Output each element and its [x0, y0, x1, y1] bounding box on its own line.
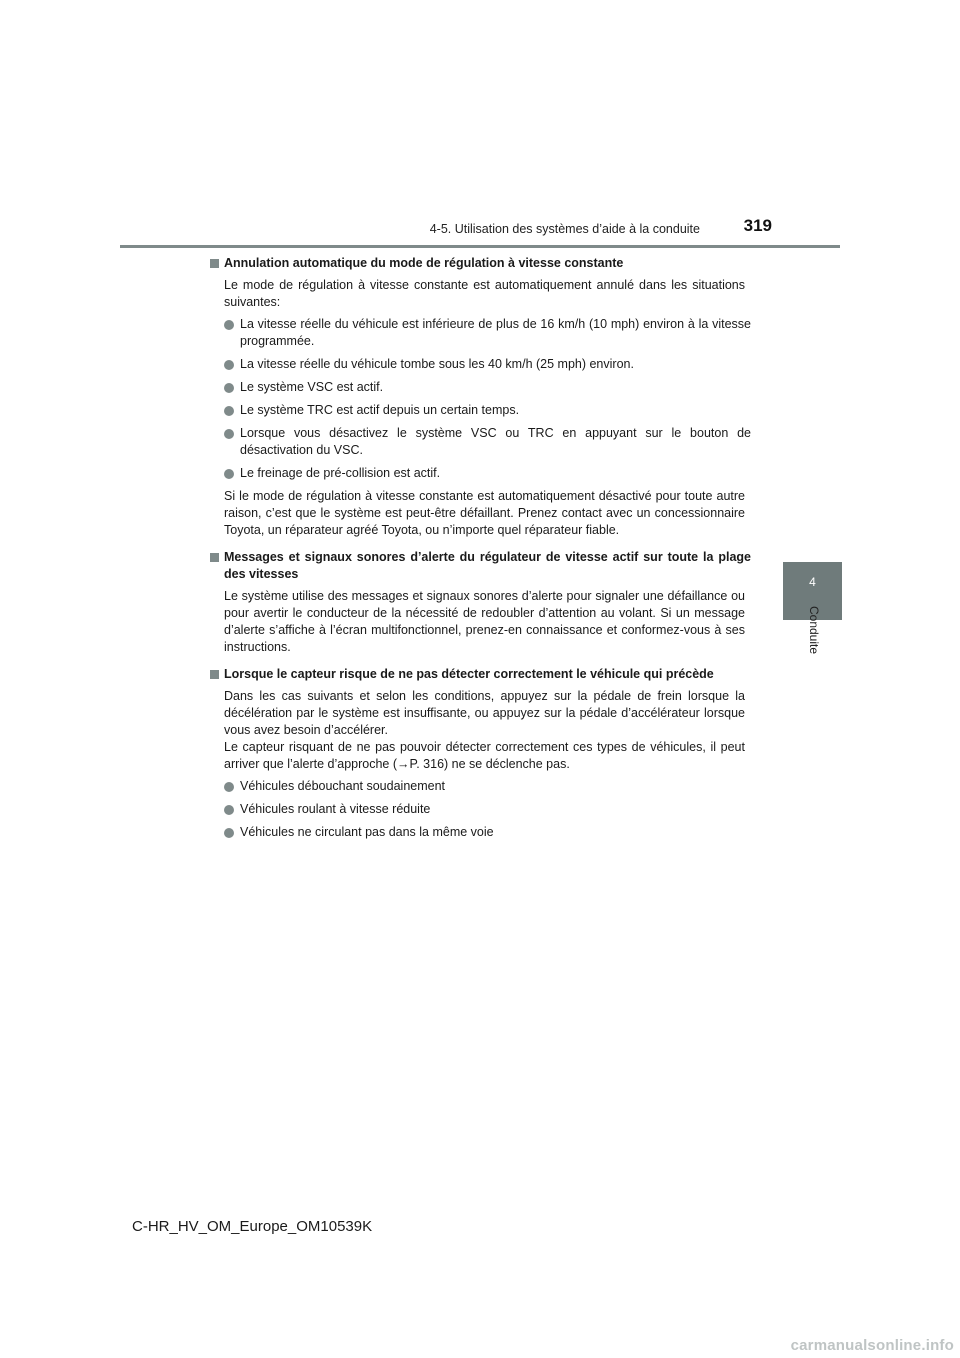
- chapter-label: Conduite: [806, 605, 821, 655]
- page-header: [120, 214, 840, 248]
- bullet-item: [210, 316, 751, 350]
- bullet-text: Véhicules ne circulant pas dans la même voie: [240, 825, 494, 839]
- bullet-item: [210, 465, 751, 482]
- circle-bullet-icon: [224, 320, 234, 330]
- chapter-tab-label-area: [783, 605, 842, 720]
- section-heading: [210, 255, 751, 272]
- footer-doc-id: C-HR_HV_OM_Europe_OM10539K: [132, 1218, 373, 1235]
- circle-bullet-icon: [224, 429, 234, 439]
- bullet-text: Le système TRC est actif depuis un certain temps.: [240, 403, 520, 417]
- square-bullet-icon: [210, 259, 219, 268]
- bullet-text: Véhicules roulant à vitesse réduite: [240, 802, 431, 816]
- page-number: 319: [743, 216, 772, 235]
- paragraph: [210, 688, 751, 773]
- heading-text: Messages et signaux sonores d’alerte du régulateur de vitesse actif sur toute la plage des vitesses: [224, 550, 751, 581]
- section-heading: [210, 666, 751, 683]
- page-content: [210, 255, 751, 847]
- bullet-text: La vitesse réelle du véhicule tombe sous les 40 km/h (25 mph) environ.: [240, 357, 634, 371]
- para-text: Le système utilise des messages et signaux sonores d’alerte pour signaler une défaillance ou pour avertir le conducteur de la nécessité de redoubler d’attention au volant. Si un message d’alerte s’affiche à l’écran multifonctionnel, prenez-en connaissance et conformez-vous à ses instructions.: [224, 589, 745, 654]
- circle-bullet-icon: [224, 782, 234, 792]
- square-bullet-icon: [210, 553, 219, 562]
- bullet-item: [210, 778, 751, 795]
- paragraph: [210, 277, 751, 311]
- circle-bullet-icon: [224, 805, 234, 815]
- circle-bullet-icon: [224, 383, 234, 393]
- para-text: Si le mode de régulation à vitesse constante est automatiquement désactivé pour toute autre raison, c’est que le système est peut-être défaillant. Prenez contact avec un concessionnaire Toyota, un réparateur agréé Toyota, ou n’importe quel réparateur fiable.: [224, 489, 745, 537]
- paragraph: [210, 588, 751, 656]
- circle-bullet-icon: [224, 406, 234, 416]
- watermark: carmanualsonline.info: [790, 1337, 954, 1354]
- bullet-text: Lorsque vous désactivez le système VSC ou TRC en appuyant sur le bouton de désactivation du VSC.: [240, 426, 751, 457]
- square-bullet-icon: [210, 670, 219, 679]
- bullet-text: Véhicules débouchant soudainement: [240, 779, 446, 793]
- bullet-text: La vitesse réelle du véhicule est inférieure de plus de 16 km/h (10 mph) environ à la vitesse programmée.: [240, 317, 751, 348]
- header-rule: [120, 245, 840, 248]
- circle-bullet-icon: [224, 360, 234, 370]
- para-text: Dans les cas suivants et selon les conditions, appuyez sur la pédale de frein lorsque la décélération par le système est insuffisante, ou appuyez sur la pédale d’accélérateur lorsque vous avez besoin d’accélérer. Le capteur risquant de ne pas pouvoir détecter correctement ces types de véhicules, il peut arriver que l’alerte d’approche (→P. 316) ne se déclenche pas.: [224, 689, 745, 771]
- bullet-text: Le freinage de pré-collision est actif.: [240, 466, 441, 480]
- circle-bullet-icon: [224, 469, 234, 479]
- heading-text: Annulation automatique du mode de régulation à vitesse constante: [224, 256, 624, 270]
- heading-text: Lorsque le capteur risque de ne pas détecter correctement le véhicule qui précède: [224, 667, 714, 681]
- bullet-item: [210, 402, 751, 419]
- bullet-text: Le système VSC est actif.: [240, 380, 384, 394]
- chapter-tab: 4: [783, 562, 842, 620]
- section-title: 4-5. Utilisation des systèmes d’aide à la conduite: [429, 222, 700, 236]
- circle-bullet-icon: [224, 828, 234, 838]
- paragraph: [210, 488, 751, 539]
- para-text: Le mode de régulation à vitesse constante est automatiquement annulé dans les situations suivantes:: [224, 278, 745, 309]
- bullet-item: [210, 425, 751, 459]
- section-heading: [210, 549, 751, 583]
- bullet-item: [210, 379, 751, 396]
- bullet-item: [210, 801, 751, 818]
- bullet-item: [210, 356, 751, 373]
- bullet-item: [210, 824, 751, 841]
